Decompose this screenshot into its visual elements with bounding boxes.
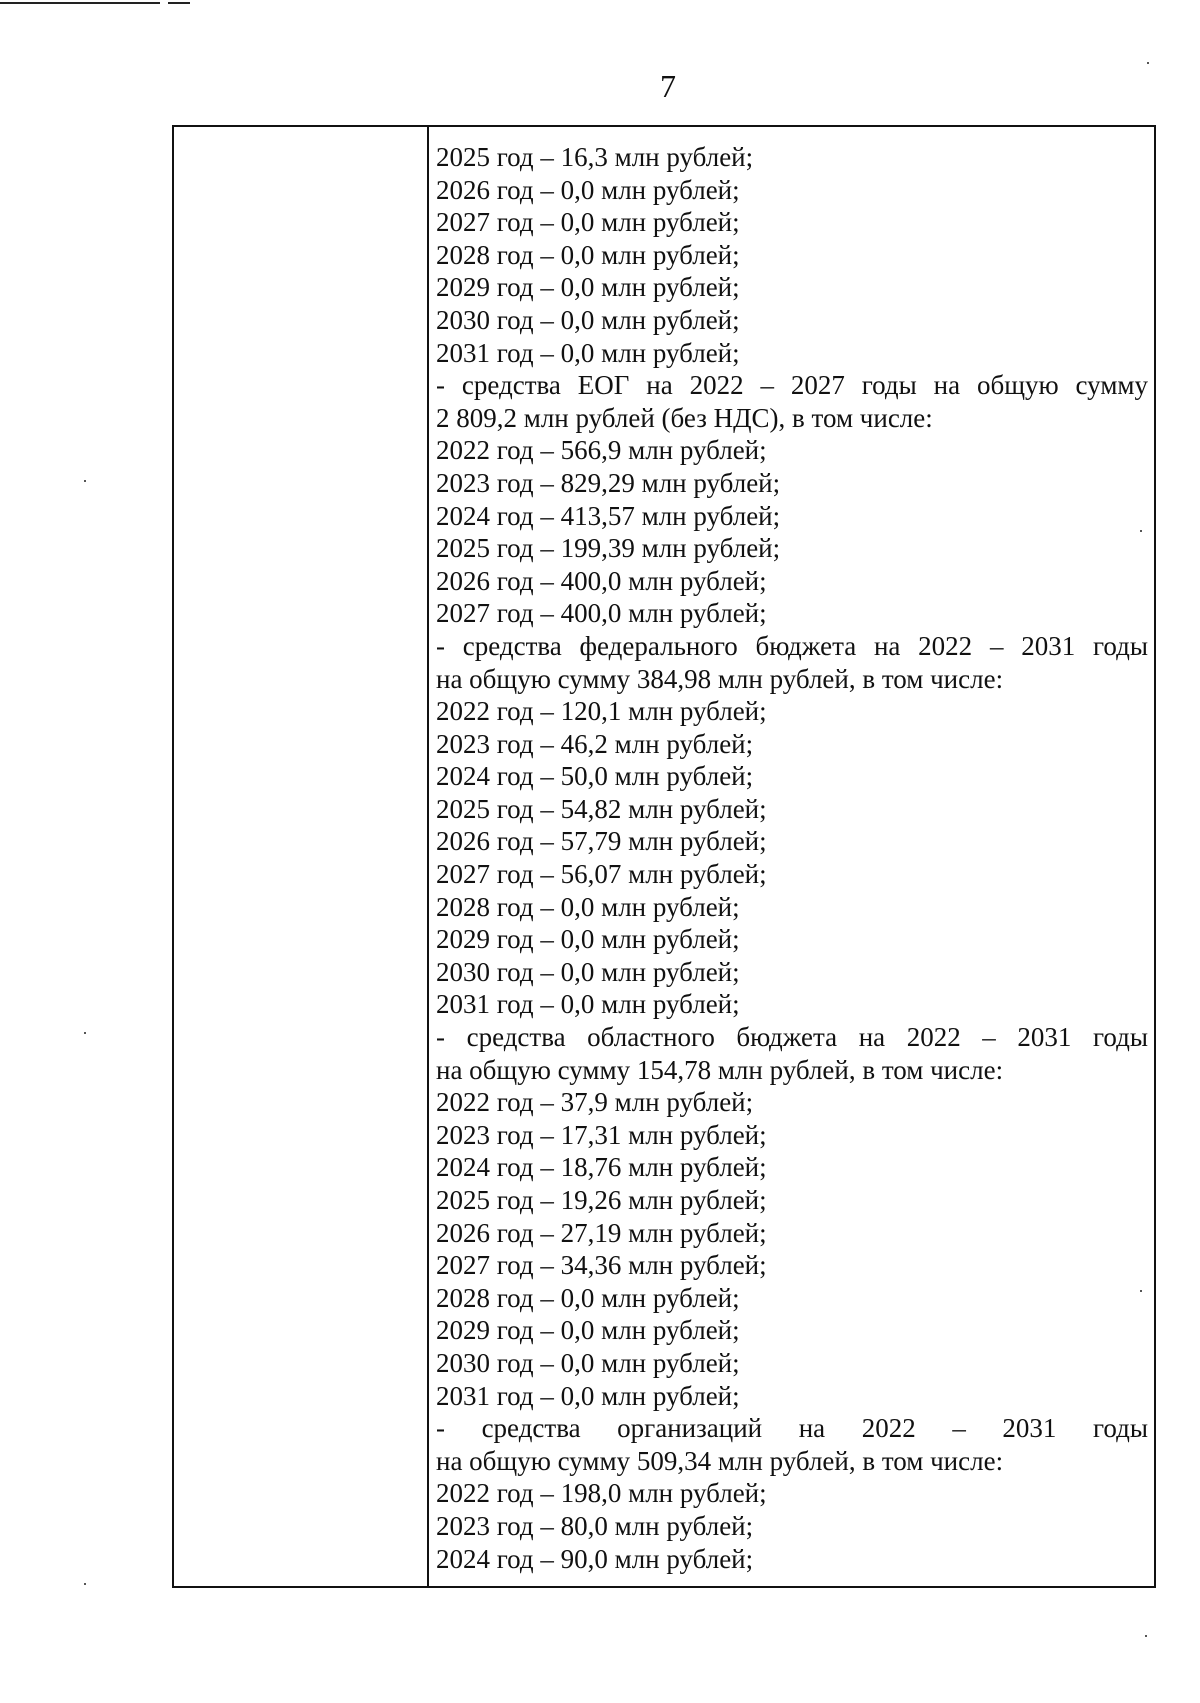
funding-source-heading-line: - средства федерального бюджета на 2022 – 2031 годы <box>436 630 1148 661</box>
text-line: 2026 год – 57,79 млн рублей; <box>436 826 767 857</box>
text-line: 2028 год – 0,0 млн рублей; <box>436 239 740 270</box>
scan-speck <box>84 480 86 482</box>
text-line: 2029 год – 0,0 млн рублей; <box>436 1315 740 1346</box>
text-line: 2025 год – 54,82 млн рублей; <box>436 793 767 824</box>
text-line: 2029 год – 0,0 млн рублей; <box>436 924 740 955</box>
text-line: 2022 год – 198,0 млн рублей; <box>436 1478 767 1509</box>
text-line: 2027 год – 34,36 млн рублей; <box>436 1250 767 1281</box>
funding-source-heading-line: - средства ЕОГ на 2022 – 2027 годы на общую сумму <box>436 370 1148 401</box>
text-line: 2027 год – 400,0 млн рублей; <box>436 598 767 629</box>
text-line: 2023 год – 80,0 млн рублей; <box>436 1510 754 1541</box>
text-line: 2024 год – 18,76 млн рублей; <box>436 1152 767 1183</box>
table-column-divider <box>427 125 429 1588</box>
text-line: 2026 год – 400,0 млн рублей; <box>436 565 767 596</box>
text-line: 2025 год – 199,39 млн рублей; <box>436 533 781 564</box>
text-line: 2 809,2 млн рублей (без НДС), в том числе: <box>436 402 933 433</box>
text-line: 2027 год – 0,0 млн рублей; <box>436 207 740 238</box>
scan-edge-mark <box>0 2 160 4</box>
scan-speck <box>1140 1290 1142 1292</box>
text-line: 2026 год – 27,19 млн рублей; <box>436 1217 767 1248</box>
text-line: 2023 год – 46,2 млн рублей; <box>436 728 754 759</box>
text-line: 2029 год – 0,0 млн рублей; <box>436 272 740 303</box>
text-line: 2031 год – 0,0 млн рублей; <box>436 989 740 1020</box>
text-line: 2025 год – 19,26 млн рублей; <box>436 1185 767 1215</box>
text-line: 2027 год – 56,07 млн рублей; <box>436 859 767 890</box>
text-line: на общую сумму 509,34 млн рублей, в том числе: <box>436 1445 1004 1476</box>
text-line: 2031 год – 0,0 млн рублей; <box>436 1380 740 1411</box>
text-line: 2022 год – 37,9 млн рублей; <box>436 1087 754 1118</box>
text-line: 2023 год – 17,31 млн рублей; <box>436 1119 767 1150</box>
scan-speck <box>84 1583 86 1585</box>
text-line: на общую сумму 154,78 млн рублей, в том числе: <box>436 1054 1004 1085</box>
scan-speck <box>84 1032 86 1034</box>
funding-sources-cell <box>436 141 1148 1575</box>
scan-speck <box>1147 62 1149 64</box>
text-line: 2022 год – 566,9 млн рублей; <box>436 435 767 466</box>
text-line: 2023 год – 829,29 млн рублей; <box>436 467 781 498</box>
text-line: 2024 год – 413,57 млн рублей; <box>436 500 781 531</box>
page-number: 7 <box>660 68 676 104</box>
text-line: 2030 год – 0,0 млн рублей; <box>436 304 740 335</box>
scan-speck <box>1145 1635 1147 1637</box>
text-line: 2025 год – 16,3 млн рублей; <box>436 142 754 172</box>
scan-speck <box>1140 530 1142 532</box>
funding-source-heading-line: - средства организаций на 2022 – 2031 годы <box>436 1413 1148 1444</box>
text-line: 2024 год – 90,0 млн рублей; <box>436 1543 754 1574</box>
funding-source-heading-line: - средства областного бюджета на 2022 – 2031 годы <box>436 1022 1148 1053</box>
text-line: 2024 год – 50,0 млн рублей; <box>436 761 754 792</box>
scan-edge-mark <box>168 2 190 4</box>
text-line: на общую сумму 384,98 млн рублей, в том числе: <box>436 663 1004 694</box>
text-line: 2022 год – 120,1 млн рублей; <box>436 696 767 727</box>
text-line: 2030 год – 0,0 млн рублей; <box>436 1347 740 1378</box>
text-line: 2030 год – 0,0 млн рублей; <box>436 956 740 987</box>
text-line: 2028 год – 0,0 млн рублей; <box>436 1282 740 1313</box>
text-line: 2031 год – 0,0 млн рублей; <box>436 337 740 368</box>
text-line: 2026 год – 0,0 млн рублей; <box>436 174 740 205</box>
text-line: 2028 год – 0,0 млн рублей; <box>436 891 740 922</box>
